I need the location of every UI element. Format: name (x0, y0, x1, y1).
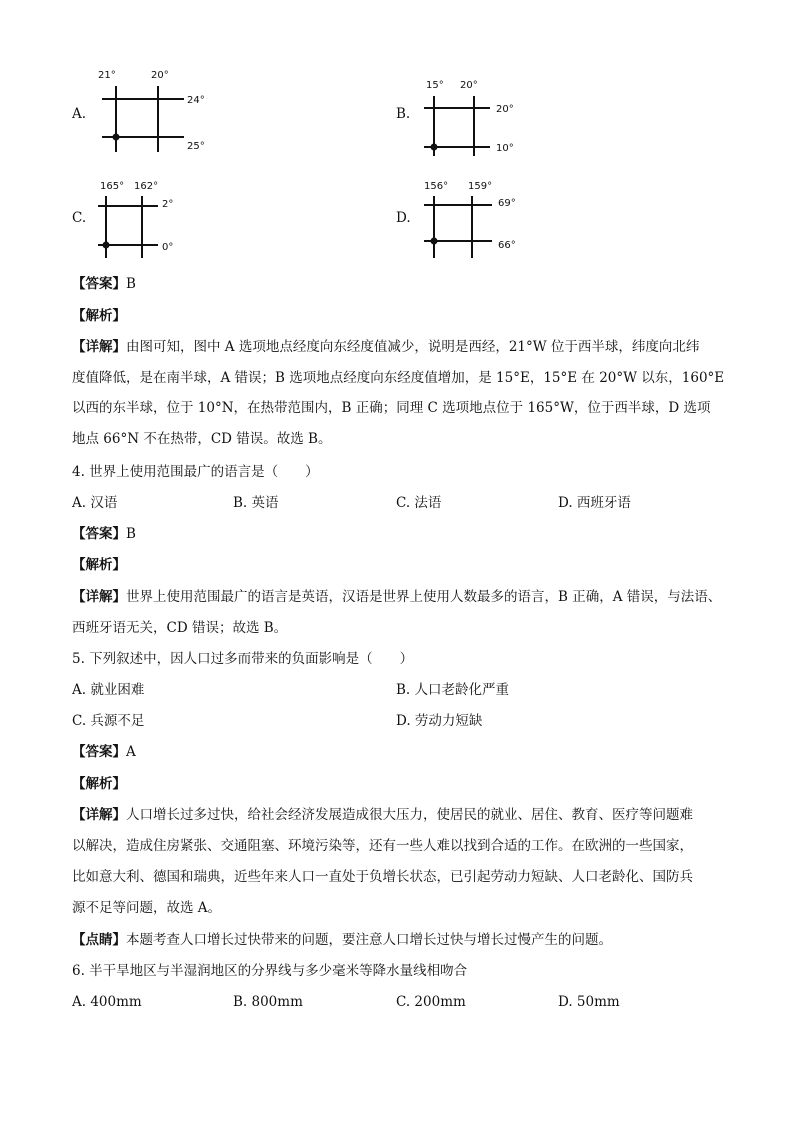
q3-a-right-bottom-label: 25° (187, 141, 205, 152)
q3-option-c-letter: C. (72, 210, 87, 226)
answer-value: B (126, 526, 136, 542)
q4-detail-line-2: 西班牙语无关，CD 错误；故选 B。 (72, 620, 288, 636)
q4-option-b: B. 英语 (233, 495, 279, 511)
q5-option-a: A. 就业困难 (72, 682, 145, 698)
q3-c-top-left-label: 165° (100, 181, 125, 192)
comment-text: 本题考查人口增长过快带来的问题，要注意人口增长过快与增长过慢产生的问题。 (126, 932, 612, 948)
q4-analysis-tag: 【解析】 (72, 557, 126, 573)
q5-option-c: C. 兵源不足 (72, 713, 145, 729)
q6-option-b: B. 800mm (233, 994, 303, 1010)
q3-analysis-tag: 【解析】 (72, 308, 126, 324)
q6-option-c: C. 200mm (396, 994, 466, 1010)
q3-detail-line-1 (72, 337, 699, 357)
q4-option-c: C. 法语 (396, 495, 442, 511)
q3-detail-line-2: 度值降低，是在南半球，A 错误；B 选项地点经度向东经度值增加，是 15°E，15°E 在 20°W 以东，160°E (72, 370, 725, 386)
q5-question: 5. 下列叙述中，因人口过多而带来的负面影响是（ ） (72, 651, 414, 667)
q3-d-right-top-label: 69° (498, 198, 516, 209)
q5-option-b: B. 人口老龄化严重 (396, 682, 510, 698)
answer-tag: 【答案】 (72, 276, 126, 292)
q3-d-top-right-label: 159° (468, 181, 493, 192)
q5-detail-line-1 (72, 805, 693, 825)
q5-analysis-tag: 【解析】 (72, 776, 126, 792)
q3-option-d-letter: D. (396, 210, 411, 226)
q3-c-right-top-label: 2° (162, 199, 174, 210)
q6-option-d: D. 50mm (558, 994, 620, 1010)
q3-b-top-right-label: 20° (460, 80, 478, 91)
q6-option-a: A. 400mm (72, 994, 142, 1010)
q3-option-a-letter: A. (72, 106, 87, 122)
q3-d-right-bottom-label: 66° (498, 240, 516, 251)
q4-option-d: D. 西班牙语 (558, 495, 631, 511)
q3-option-c-diagram (96, 178, 226, 268)
q3-a-top-right-label: 20° (151, 70, 169, 81)
q3-detail-line-3: 以西的东半球，位于 10°N，在热带范围内，B 正确；同理 C 选项地点位于 165°W，位于西半球，D 选项 (72, 400, 711, 416)
q3-answer (72, 274, 136, 294)
q3-option-a-diagram (96, 68, 226, 158)
q3-b-right-top-label: 20° (496, 104, 514, 115)
q4-detail-line-1 (72, 587, 721, 607)
q4-option-a: A. 汉语 (72, 495, 118, 511)
q4-question: 4. 世界上使用范围最广的语言是（ ） (72, 464, 319, 480)
comment-tag: 【点睛】 (72, 932, 126, 948)
q5-detail-line-3: 比如意大利、德国和瑞典，近些年来人口一直处于负增长状态，已引起劳动力短缺、人口老龄化、国防兵 (72, 869, 693, 885)
q3-d-top-left-label: 156° (424, 181, 449, 192)
q3-option-d-diagram (422, 178, 552, 268)
detail-tag: 【详解】 (72, 589, 126, 605)
detail-text: 世界上使用范围最广的语言是英语，汉语是世界上使用人数最多的语言，B 正确，A 错误，与法语、 (126, 589, 722, 605)
q5-detail-line-2: 以解决，造成住房紧张、交通阻塞、环境污染等，还有一些人难以找到合适的工作。在欧洲的一些国家， (72, 838, 693, 854)
q3-b-right-bottom-label: 10° (496, 143, 514, 154)
answer-tag: 【答案】 (72, 744, 126, 760)
q3-b-top-left-label: 15° (426, 80, 444, 91)
q4-answer (72, 524, 136, 544)
q5-option-d: D. 劳动力短缺 (396, 713, 483, 729)
q3-c-right-bottom-label: 0° (162, 242, 174, 253)
q6-question: 6. 半干旱地区与半湿润地区的分界线与多少毫米等降水量线相吻合 (72, 963, 468, 979)
detail-text: 人口增长过多过快，给社会经济发展造成很大压力，使居民的就业、居住、教育、医疗等问题难 (126, 807, 693, 823)
q5-detail-line-4: 源不足等问题，故选 A。 (72, 900, 222, 916)
q3-option-b-letter: B. (396, 106, 411, 122)
q3-detail-line-4: 地点 66°N 不在热带，CD 错误。故选 B。 (72, 431, 332, 447)
detail-tag: 【详解】 (72, 339, 126, 355)
q5-comment (72, 930, 612, 950)
answer-tag: 【答案】 (72, 526, 126, 542)
detail-tag: 【详解】 (72, 807, 126, 823)
answer-value: B (126, 276, 136, 292)
q3-a-right-top-label: 24° (187, 95, 205, 106)
q5-answer (72, 742, 136, 762)
q3-a-top-left-label: 21° (98, 70, 116, 81)
answer-value: A (126, 744, 136, 760)
detail-text: 由图可知，图中 A 选项地点经度向东经度值减少，说明是西经，21°W 位于西半球，纬度向北纬 (126, 339, 700, 355)
q3-option-b-diagram (422, 76, 552, 166)
q3-c-top-right-label: 162° (134, 181, 159, 192)
